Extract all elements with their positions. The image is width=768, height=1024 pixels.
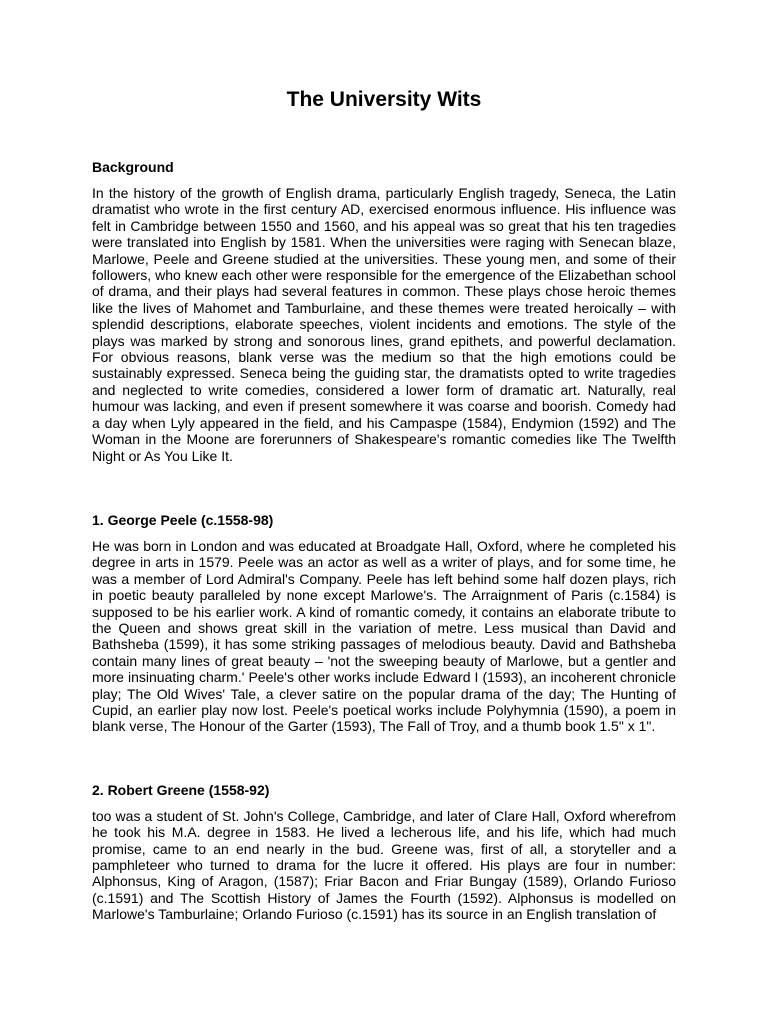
section-robert-greene — [92, 781, 676, 923]
section-background — [92, 158, 676, 464]
document-title: The University Wits — [286, 88, 482, 111]
document-page — [92, 86, 676, 923]
section-george-peele — [92, 511, 676, 735]
section-heading: 2. Robert Greene (1558-92) — [92, 781, 270, 798]
section-body: too was a student of St. John's College, Cambridge, and later of Clare Hall, Oxford wherefrom he took his M.A. degree in 1583. He lived a lecherous life, and his life, which had much promise, came to an end nearly in the bud. Greene was, first of all, a storyteller and a pamphleteer who turned to drama for the lucre it offered. His plays are four in number: Alphonsus, King of Aragon, (1587); Friar Bacon and Friar Bungay (1589), Orlando Furioso (c.1591) and The Scottish History of James the Fourth (1592). Alphonsus is modelled on Marlowe's Tamburlaine; Orlando Furioso (c.1591) has its source in an English translation of — [92, 807, 676, 923]
section-heading: Background — [92, 159, 174, 175]
section-heading: 1. George Peele (c.1558-98) — [92, 511, 274, 528]
section-body: In the history of the growth of English drama, particularly English tragedy, Seneca, the Latin dramatist who wrote in the first century AD, exercised enormous influence. His influence was felt in Cambridge between 1550 and 1560, and his appeal was so great that his ten tragedies were translated into English by 1581. When the universities were raging with Senecan blaze, Marlowe, Peele and Greene studied at the universities. These young men, and some of their followers, who knew each other were responsible for the emergence of the Elizabethan school of drama, and their plays had several features in common. These plays chose heroic themes like the lives of Mahomet and Tamburlaine, and these themes were treated heroically – with splendid descriptions, elaborate speeches, violent incidents and emotions. The style of the plays was marked by strong and sonorous lines, grand epithets, and powerful declamation. For obvious reasons, blank verse was the medium so that the high emotions could be sustainably expressed. Seneca being the guiding star, the dramatists opted to write tragedies and neglected to write comedies, considered a lower form of dramatic art. Naturally, real humour was lacking, and even if present somewhere it was coarse and boorish. Comedy had a day when Lyly appeared in the field, and his Campaspe (1584), Endymion (1592) and The Woman in the Moone are forerunners of Shakespeare's romantic comedies like The Twelfth Night or As You Like It. — [92, 185, 676, 464]
section-body: He was born in London and was educated at Broadgate Hall, Oxford, where he completed his degree in arts in 1579. Peele was an actor as well as a writer of plays, and for some time, he was a member of Lord Admiral's Company. Peele has left behind some half dozen plays, rich in poetic beauty paralleled by none except Marlowe's. The Arraignment of Paris (c.1584) is supposed to be his earlier work. A kind of romantic comedy, it contains an elaborate tribute to the Queen and shows great skill in the variation of metre. Less musical than David and Bathsheba (1599), it has some striking passages of melodious beauty. David and Bathsheba contain many lines of great beauty – 'not the sweeping beauty of Marlowe, but a gentler and more insinuating charm.' Peele's other works include Edward I (1593), an incoherent chronicle play; The Old Wives' Tale, a clever satire on the popular drama of the day; The Hunting of Cupid, an earlier play now lost. Peele's poetical works include Polyhymnia (1590), a poem in blank verse, The Honour of the Garter (1593), The Fall of Troy, and a thumb book 1.5" x 1". — [92, 537, 676, 735]
